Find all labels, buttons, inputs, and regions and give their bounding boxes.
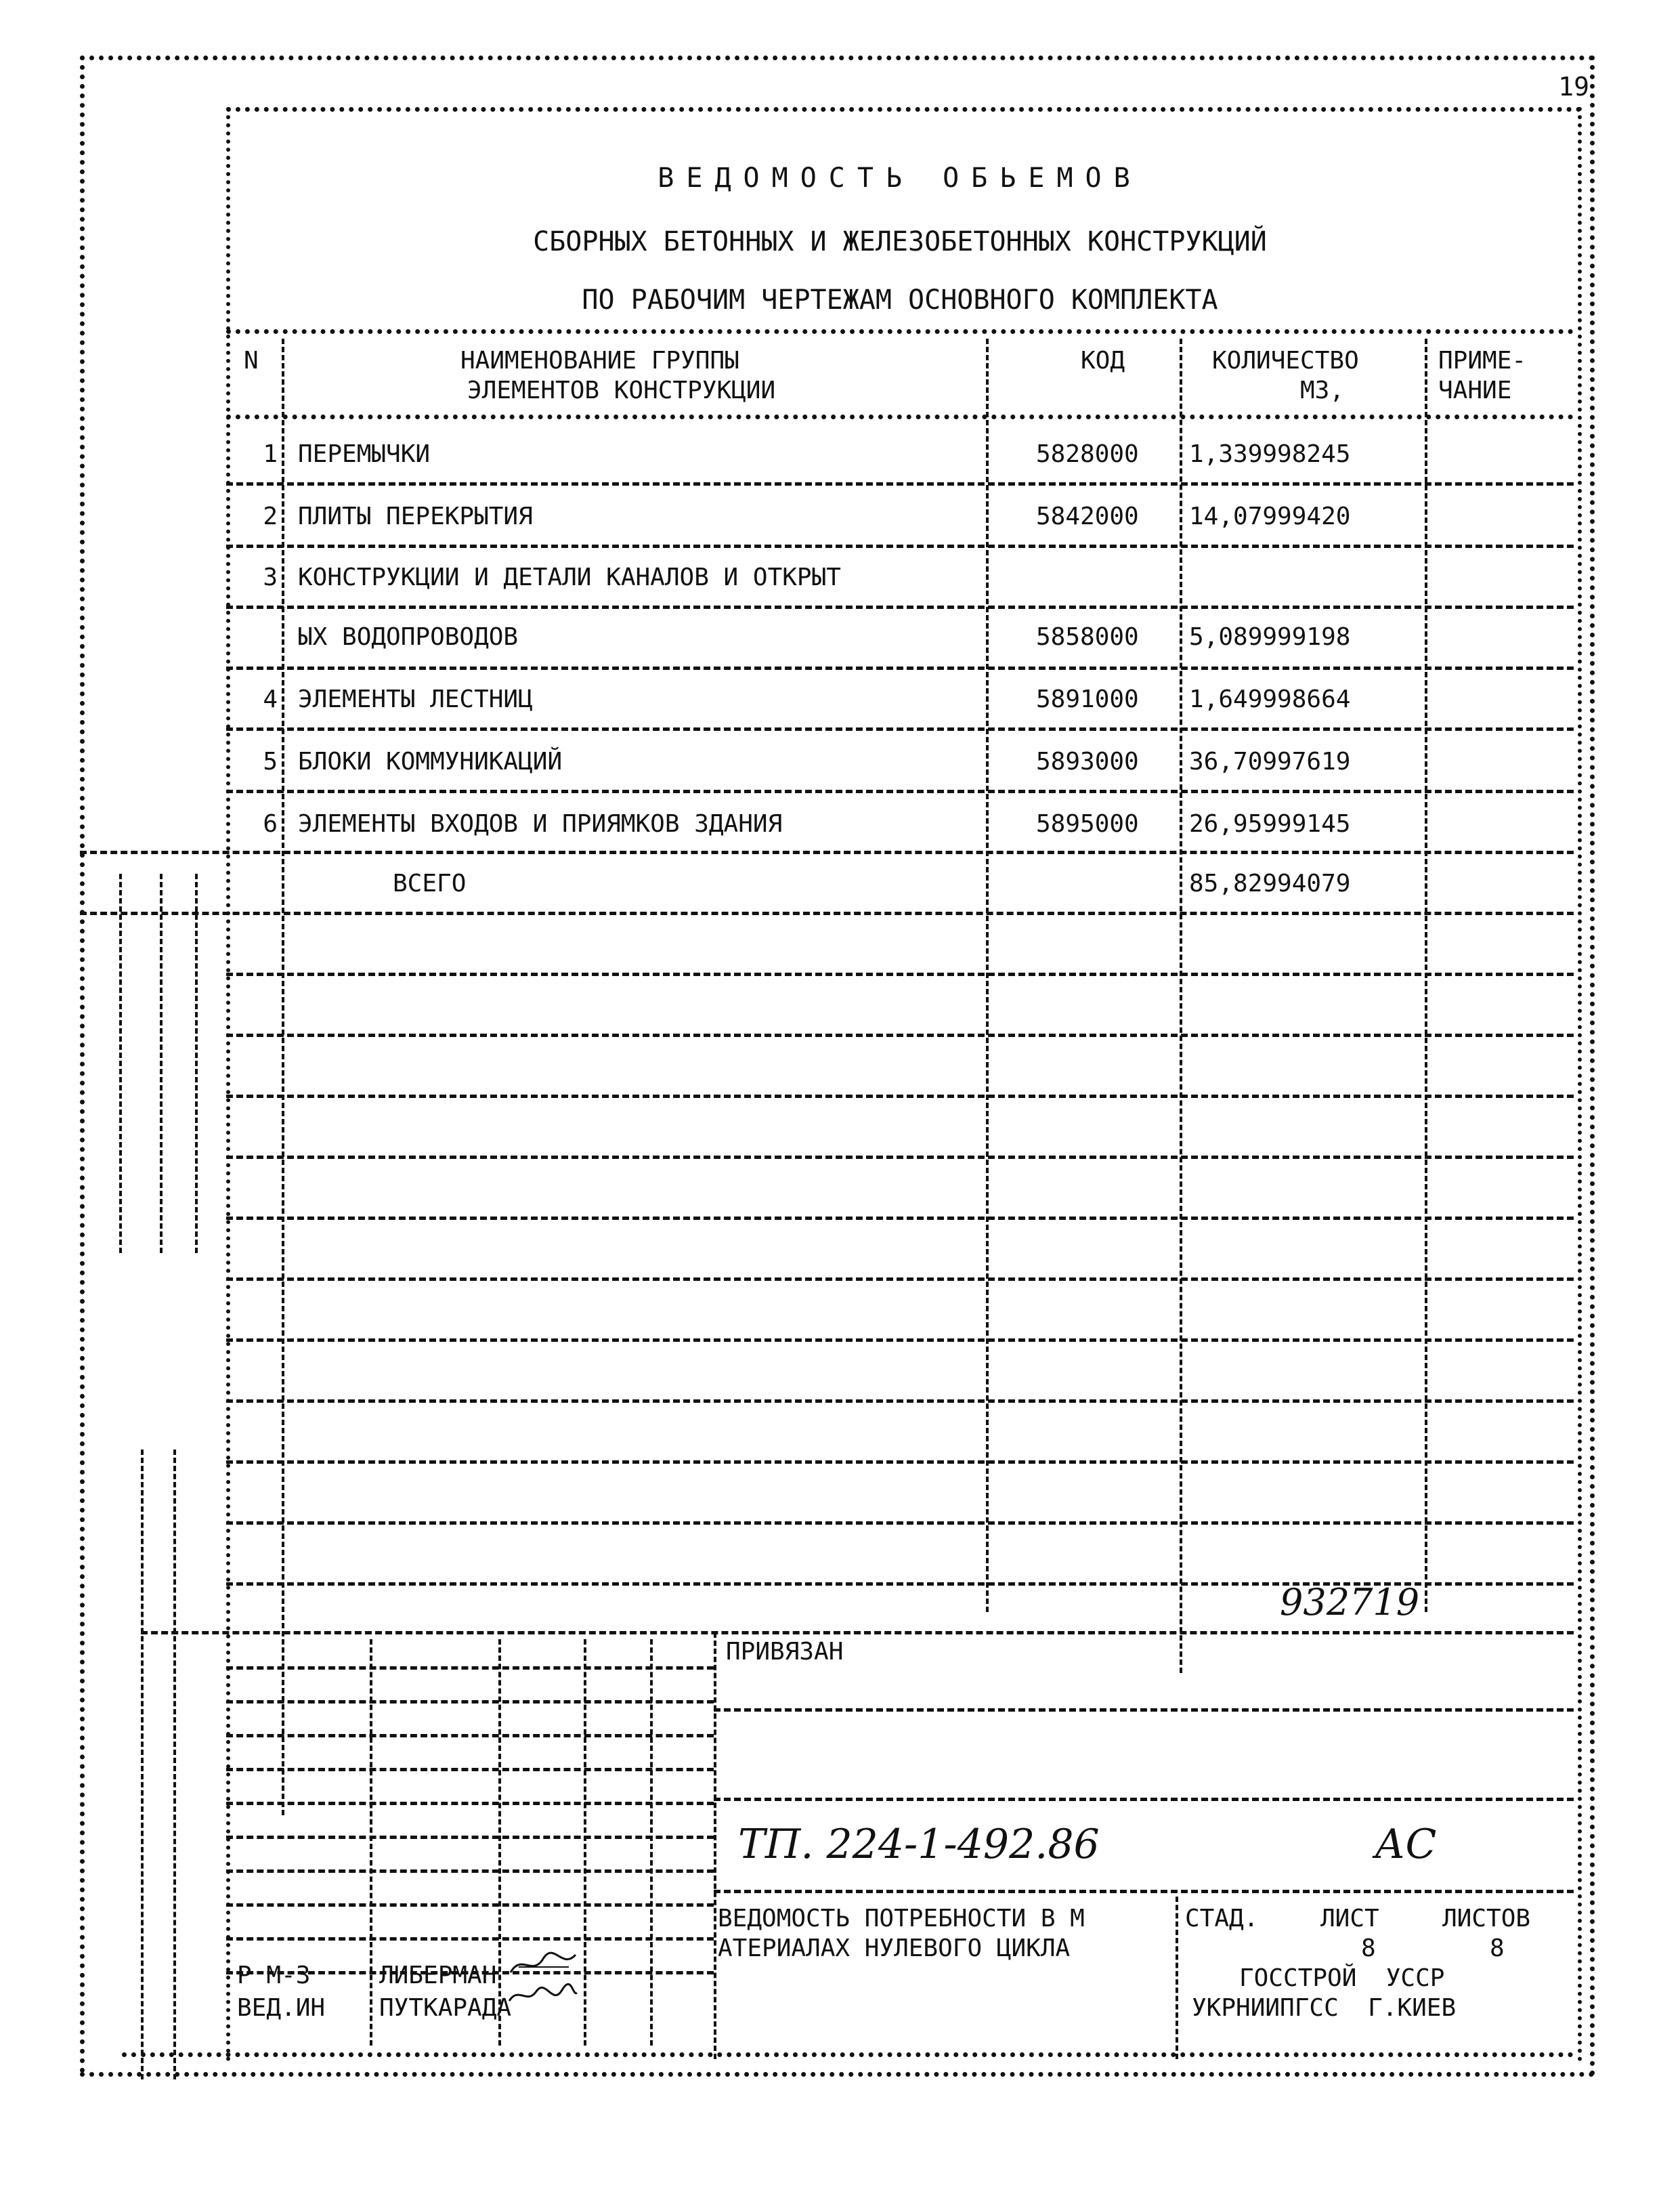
stamp-grid-col [650,1639,653,2046]
row-rule [226,790,1574,793]
empty-row-rule [226,1156,1574,1159]
header-qty-2: М3, [1300,377,1345,404]
stamp-grid-rule [226,1836,714,1839]
row-3b-name: ЫХ ВОДОПРОВОДОВ [298,623,519,651]
empty-row-rule [226,1521,1574,1525]
stamp-sheet-value: 8 [1361,1934,1376,1962]
stamp-grid-col [584,1639,586,2046]
row-3b-code: 5858000 [1036,623,1139,651]
row-4-name: ЭЛЕМЕНТЫ ЛЕСТНИЦ [298,685,533,713]
empty-row-rule [226,1399,1574,1403]
total-label: ВСЕГО [393,870,467,897]
row-rule [226,606,1574,609]
stamp-grid-col [498,1639,501,2046]
stamp-person-2-name: ПУТКАРАДА [379,1994,512,2022]
row-2-name: ПЛИТЫ ПЕРЕКРЫТИЯ [298,503,533,530]
stamp-sheets-value: 8 [1490,1934,1505,1962]
stamp-grid-rule [226,1666,714,1670]
signature-2 [505,1981,580,2010]
header-n: N [244,347,259,375]
row-rule [226,727,1574,731]
document-subtitle: СБОРНЫХ БЕТОННЫХ И ЖЕЛЕЗОБЕТОННЫХ КОНСТРУКЦИЙ [533,226,1267,257]
header-qty-1: КОЛИЧЕСТВО [1212,347,1359,375]
stamp-doc-title-1: ВЕДОМОСТЬ ПОТРЕБНОСТИ В М [718,1905,1085,1932]
row-4-code: 5891000 [1036,685,1139,713]
header-bottom-rule [226,415,1574,419]
row-3-n: 3 [263,564,278,591]
document-title: ВЕДОМОСТЬ ОБЬЕМОВ [658,163,1142,194]
header-note-1: ПРИМЕ- [1438,347,1527,375]
margin-line [173,1450,176,2079]
stamp-privyazan: ПРИВЯЗАН [726,1638,844,1666]
stamp-person-2-role: ВЕД.ИН [237,1994,326,2022]
col-separator-code [1180,339,1182,1673]
row-rule [226,667,1574,670]
header-note-2: ЧАНИЕ [1438,377,1512,404]
row-rule [80,851,1574,854]
stamp-rule [714,1708,1574,1712]
sheet-number: 19 [1558,72,1589,102]
total-qty: 85,82994079 [1189,870,1351,897]
header-name-1: НАИМЕНОВАНИЕ ГРУППЫ [460,347,739,375]
stamp-separator [714,1632,716,2059]
row-5-name: БЛОКИ КОММУНИКАЦИЙ [298,748,563,776]
row-6-code: 5895000 [1036,810,1139,838]
stamp-grid-rule [226,1734,714,1737]
row-1-code: 5828000 [1036,440,1139,468]
empty-row-rule [226,1277,1574,1281]
stamp-person-1-role: Р М-З [237,1962,311,1989]
stamp-doc-code: ТП. 224-1-492.86 [738,1821,1100,1868]
page-bottom-rule [122,2052,1574,2057]
stamp-grid-rule [226,1802,714,1805]
stamp-grid-rule [226,1937,714,1941]
header-code: КОД [1081,347,1125,375]
stamp-grid-rule [226,1700,714,1704]
margin-line [141,1450,144,2079]
stamp-section: АС [1375,1821,1437,1868]
handwritten-number: 932719 [1280,1581,1420,1624]
margin-line [195,874,198,1253]
signature-1 [505,1949,580,1979]
page-left-border [80,56,85,2074]
stamp-grid-rule [226,1903,714,1907]
stamp-grid-rule [226,1768,714,1771]
row-6-name: ЭЛЕМЕНТЫ ВХОДОВ И ПРИЯМКОВ ЗДАНИЯ [298,810,783,838]
row-3-name: КОНСТРУКЦИИ И ДЕТАЛИ КАНАЛОВ И ОТКРЫТ [298,564,841,591]
header-name-2: ЭЛЕМЕНТОВ КОНСТРУКЦИИ [467,377,776,404]
stamp-rule [714,1890,1574,1893]
row-4-n: 4 [263,685,278,713]
row-6-qty: 26,95999145 [1189,810,1351,838]
stamp-rule [714,1798,1574,1801]
stamp-sheets-label: ЛИСТОВ [1442,1905,1531,1932]
row-2-qty: 14,07999420 [1189,503,1351,530]
stamp-person-1-name: ЛИБЕРМАН [379,1962,497,1989]
row-2-code: 5842000 [1036,503,1139,530]
empty-row-rule [226,1217,1574,1220]
row-5-qty: 36,70997619 [1189,748,1351,776]
stamp-org-2: УКРНИИПГСС Г.КИЕВ [1192,1994,1457,2022]
empty-row-rule [226,1338,1574,1342]
margin-line [160,874,163,1253]
empty-row-rule [226,1095,1574,1098]
col-separator-n [282,339,284,1815]
row-5-code: 5893000 [1036,748,1139,776]
row-rule [226,545,1574,548]
stamp-stage-label: СТАД. [1185,1905,1259,1932]
row-1-name: ПЕРЕМЫЧКИ [298,440,431,468]
row-2-n: 2 [263,503,278,530]
row-4-qty: 1,649998664 [1189,685,1351,713]
stamp-sheet-label: ЛИСТ [1320,1905,1379,1932]
stamp-grid-rule [226,1869,714,1873]
row-1-n: 1 [263,440,278,468]
row-6-n: 6 [263,810,278,838]
row-1-qty: 1,339998245 [1189,440,1351,468]
stamp-separator [1176,1897,1178,2059]
empty-row-rule [226,973,1574,976]
stamp-doc-title-2: АТЕРИАЛАХ НУЛЕВОГО ЦИКЛА [718,1934,1071,1962]
stamp-top-rule [141,1631,1574,1634]
row-3b-qty: 5,089999198 [1189,623,1351,651]
row-rule [226,482,1574,486]
document-subtitle-2: ПО РАБОЧИМ ЧЕРТЕЖАМ ОСНОВНОГО КОМПЛЕКТА [582,284,1218,316]
row-5-n: 5 [263,748,278,776]
margin-line [119,874,122,1253]
stamp-grid-col [370,1639,372,2046]
empty-row-rule [226,1034,1574,1037]
empty-row-rule [226,1460,1574,1464]
row-rule [80,912,1574,915]
table-top-rule [226,329,1574,334]
stamp-org-1: ГОССТРОЙ УССР [1239,1964,1445,1992]
